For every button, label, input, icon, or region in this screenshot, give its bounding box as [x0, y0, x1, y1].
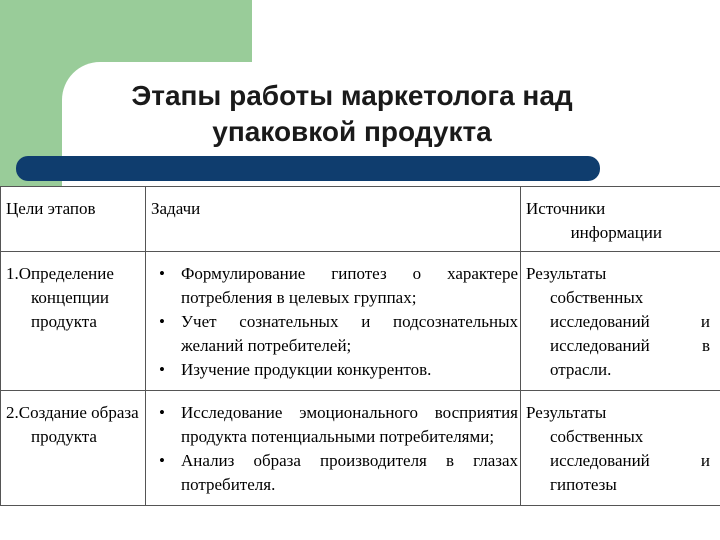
header-sources-line2: информации — [570, 223, 662, 242]
row1-src-line1: Результаты — [526, 264, 607, 283]
row1-src-line4 — [526, 334, 710, 358]
header-tasks: Задачи — [146, 187, 521, 252]
header-sources-line1: Источники — [526, 199, 606, 218]
row2-src-line2: собственных — [550, 427, 644, 446]
row1-task-3: • Изучение продукции конкурентов. — [151, 358, 518, 382]
header-goals: Цели этапов — [1, 187, 146, 252]
row2-src-line4: гипотезы — [550, 475, 617, 494]
row2-src-line1: Результаты — [526, 403, 607, 422]
row1-src-line3 — [526, 310, 710, 334]
decorative-navy-bar — [16, 156, 600, 181]
row2-src-line3-text: исследований — [550, 451, 650, 470]
row1-task-2: • Учет сознательных и подсознательных желаний потребителей; — [151, 310, 518, 358]
row2-tasks — [146, 391, 521, 506]
row2-goal: 2.Создание образа продукта — [1, 391, 146, 506]
row2-task-1: • Исследование эмоционального восприятия продукта потенциальными потребителями; — [151, 401, 518, 449]
table-row — [1, 252, 720, 391]
row1-src-line5: отрасли. — [550, 360, 612, 379]
row1-src-line4-text: исследований — [550, 336, 650, 355]
row1-goal: 1.Определение концепции продукта — [1, 252, 146, 391]
row1-src-line4-end: в — [701, 336, 710, 355]
row1-src-line2: собственных — [550, 288, 644, 307]
table-row — [1, 391, 720, 506]
row2-sources — [521, 391, 720, 506]
row2-src-line3 — [526, 449, 710, 473]
table-header-row — [1, 187, 720, 252]
row1-tasks — [146, 252, 521, 391]
slide-title — [62, 78, 642, 150]
row2-task-2: • Анализ образа производителя в глазах потребителя. — [151, 449, 518, 497]
row1-src-line3-text: исследований — [550, 312, 650, 331]
title-line-1: Этапы работы маркетолога над — [131, 80, 573, 111]
title-line-2: упаковкой продукта — [212, 116, 492, 147]
row1-sources — [521, 252, 720, 391]
stages-table — [0, 186, 720, 506]
row1-src-line3-end: и — [700, 312, 710, 331]
row1-task-1: • Формулирование гипотез о характере потребления в целевых группах; — [151, 262, 518, 310]
header-sources — [521, 187, 720, 252]
row2-src-line3-end: и — [700, 451, 710, 470]
